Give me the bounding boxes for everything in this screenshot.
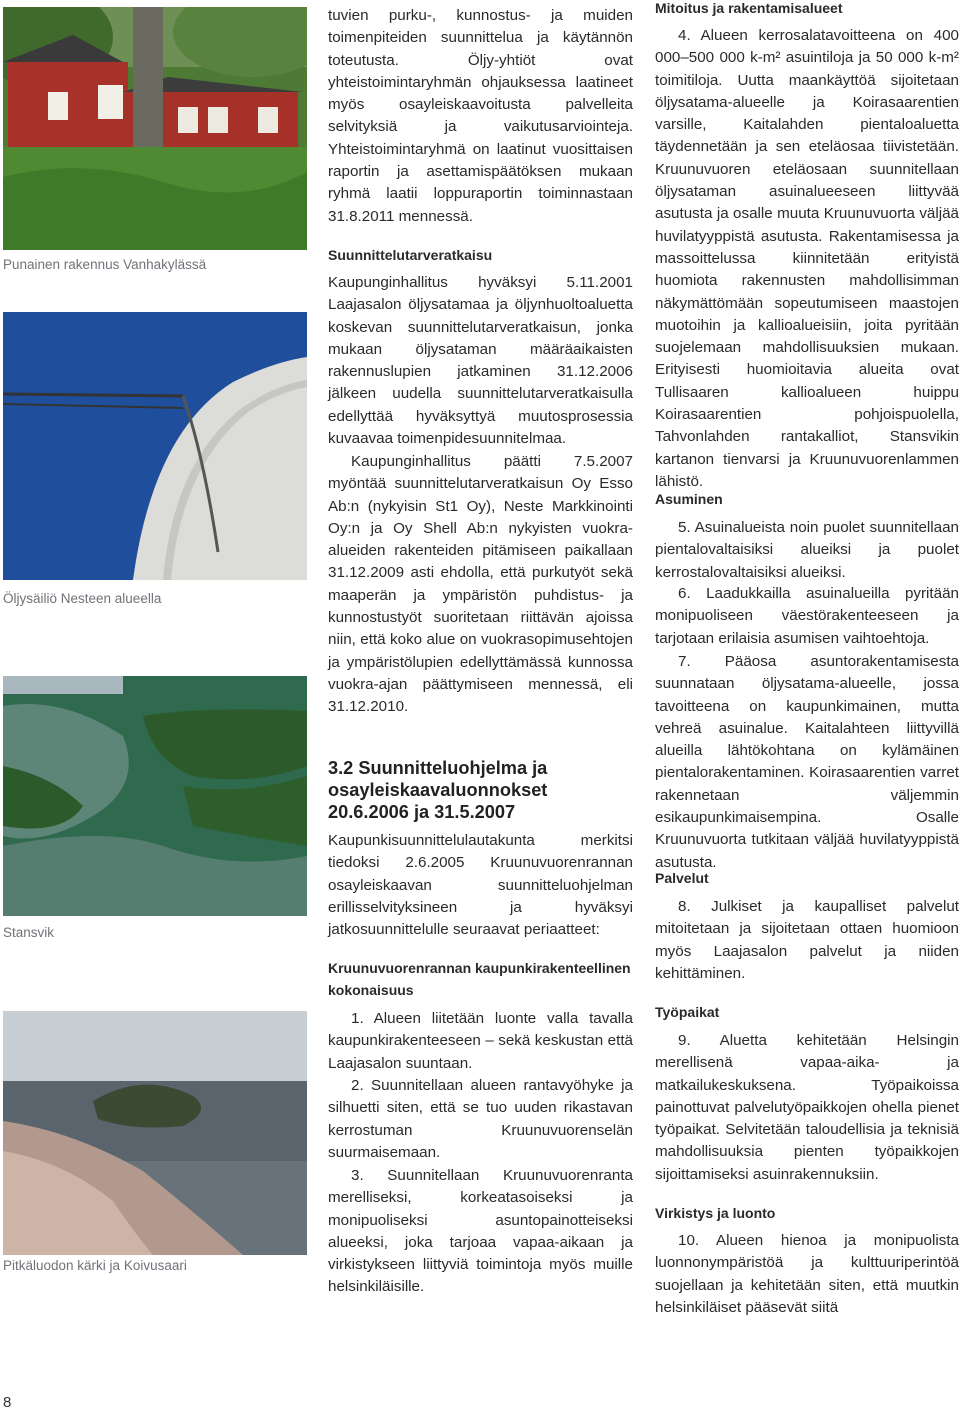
principle-8: 8. Julkiset ja kaupalliset palvelut mitoitetaan ja sijoitetaan ottaen huomioon myös Laajasalon palvelut ja niiden kehittäminen.	[655, 898, 959, 982]
heading-kaupunkirakenne: Kruunuvuorenrannan kaupunkirakenteellinen kokonaisuus	[328, 960, 631, 998]
caption-photo3: Stansvik	[3, 925, 55, 940]
photo-rocky-coast	[3, 1011, 307, 1255]
heading-suunnittelutarveratkaisu: Suunnittelutarveratkaisu	[328, 247, 493, 263]
heading-palvelut: Palvelut	[655, 870, 709, 886]
caption-photo1: Punainen rakennus Vanhakylässä	[3, 257, 207, 272]
photo-oil-tank	[3, 312, 307, 580]
page-number: 8	[3, 1394, 12, 1411]
caption-photo4: Pitkäluodon kärki ja Koivusaari	[3, 1258, 187, 1273]
principle-9: 9. Aluetta kehitetään Helsingin merellisenä vapaa-aika- ja matkailukeskuksena. Työpaikoissa painottuvat palvelutyöpaikkojen ohella pienet työpaikat. Selvitetään taloudellisia ja teknisiä mahdollisuuksia pienten työpaikkojen sijoittamiseksi asuinrakennuksiin.	[655, 1032, 959, 1183]
principle-6: 6. Laadukkailla asuinalueilla pyritään monipuoliseen väestörakenteeseen ja tarjotaan erilaisia asumisen vaihtoehtoja.	[655, 585, 959, 647]
caption-photo2: Öljysäiliö Nesteen alueella	[3, 591, 162, 606]
program-paragraph: Kaupunkisuunnittelulautakunta merkitsi tiedoksi 2.6.2005 Kruunuvuorenrannan osayleiskaavan suunnitteluohjelman erillisselvityksineen ja hyväksyi jatkosuunnittelulle seuraavat periaatteet:	[328, 832, 633, 939]
decision-paragraph-2: Kaupunginhallitus päätti 7.5.2007 myöntää suunnittelutarveratkaisun Oy Esso Ab:n (nykyisin St1 Oy), Neste Markkinointi Oy:n ja Oy Shell Ab:n nykyisten vuokra-alueiden rakenteiden pitämiseen paikallaan 31.12.2009 asti ehdolla, että purkutyöt sekä maaperän ja ympäristön puhdistus- ja kunnostustyöt suoritetaan riittävän ajoissa niin, että koko alue on vuokrasopimusehtojen ja ympäristölupien edellyttämässä kunnossa vuokra-ajan päättymiseen mennessä, eli 31.12.2010.	[328, 453, 633, 716]
heading-virkistys: Virkistys ja luonto	[655, 1205, 776, 1221]
heading-asuminen: Asuminen	[655, 491, 723, 507]
principle-3: 3. Suunnitellaan Kruunuvuorenranta merelliseksi, korkeatasoiseksi ja monipuoliseksi asuntopainotteiseksi alueeksi, joka tarjoaa vapaa-aikaan ja virkistykseen liittyviä toimintoja myös muille helsinkiläisille.	[328, 1167, 633, 1296]
heading-mitoitus: Mitoitus ja rakentamisalueet	[655, 0, 843, 16]
decision-paragraph-1: Kaupunginhallitus hyväksyi 5.11.2001 Laajasalon öljysatamaa ja öljynhuoltoaluetta koskevan suunnittelutarveratkaisun, jonka mukaan öljysataman määräaikaisten rakennuslupien jatkaminen 31.12.2006 jälkeen uudella suunnittelutarveratkaisulla edellyttää hyväksyttyä muutosprosessia kuvaavaa toimenpidesuunnitelmaa.	[328, 274, 633, 448]
principle-4: 4. Alueen kerrosalatavoitteena on 400 000–500 000 k-m² asuintiloja ja 50 000 k-m² toimitiloja. Uutta maankäyttöä sijoitetaan öljysatama-alueelle ja Koirasaarentien varsille, Kaitalahden pientaloaluetta täydennetään ja sen eteläosaa tiivistetään. Kruunuvuoren eteläosaan suunnitellaan öljysataman asuinalueeseen liittyvää asutusta ja osalle muuta Kruunuvuorta väljää huvilatyyppistä asutusta. Rakentamisessa ja massoittelussa kiinnitetään erityistä huomiota rakennusten mahdollisimman näkymättömään sopeutumiseen maastojen muotoihin ja kallioalueisiin, joita pyritään suojelemaan mahdollisuuksien mukaan. Erityisesti huomioitavia alueita ovat Tullisaaren kallioalueen huippu Koirasaarentien pohjoispuolella, Tahvonlahden rantakalliot, Stansvikin kartanon tienvarsi ja Kruunuvuorenlammen lähistö.	[655, 27, 959, 490]
principle-1: 1. Alueen liitetään luonte valla tavalla kaupunkirakenteeseen – sekä keskustan että Laajasalon suuntaan.	[328, 1010, 633, 1072]
photo-red-house	[3, 7, 307, 250]
principle-2: 2. Suunnitellaan alueen rantavyöhyke ja silhuetti siten, että se tuo uuden rikastavan kerrostuman Kruunuvuorenselän suurmaisemaan.	[328, 1077, 633, 1161]
intro-paragraph: tuvien purku-, kunnostus- ja muiden toimenpiteiden suunnittelua ja käytännön toteutusta. Öljy-yhtiöt ovat yhteistoimintaryhmän ohjauksessa laatineet myös osayleiskaavoitusta palvelleita selvityksiä ja vaikutusarviointeja. Yhteistoimintaryhmä on laatinut vuosittaisen raportin ja asettamispäätöksen mukaan ryhmä laatii loppuraportin toiminnastaan 31.8.2011 mennessä.	[328, 7, 633, 225]
principle-5: 5. Asuinalueista noin puolet suunnitellaan pientalovaltaisiksi alueiksi ja puolet kerrostalovaltaisiksi alueiksi.	[655, 519, 959, 581]
principle-10: 10. Alueen hienoa ja monipuolista luonnonympäristöä ja kulttuuriperintöä suojellaan ja kehitetään siten, että muutkin helsinkiläiset pääsevät siitä	[655, 1232, 959, 1316]
heading-tyopaikat: Työpaikat	[655, 1004, 720, 1020]
principle-7: 7. Pääosa asuntorakentamisesta suunnataan öljysatama-alueelle, jossa tavoitteena on kaupunkimainen, mutta vehreä asuinalue. Kaitalahteen liittyvillä alueilla lähtökohtana on kylämäinen pientalorakentaminen. Koirasaarentien varret rakennetaan väljemmin esikaupunkimaisempina. Osalle Kruunuvuorta tutkitaan väljää huvilatyyppistä asutusta.	[655, 653, 959, 871]
photo-stansvik	[3, 676, 307, 916]
section-heading-3-2: 3.2 Suunnitteluohjelma ja osayleiskaavaluonnokset 20.6.2006 ja 31.5.2007	[328, 758, 548, 822]
